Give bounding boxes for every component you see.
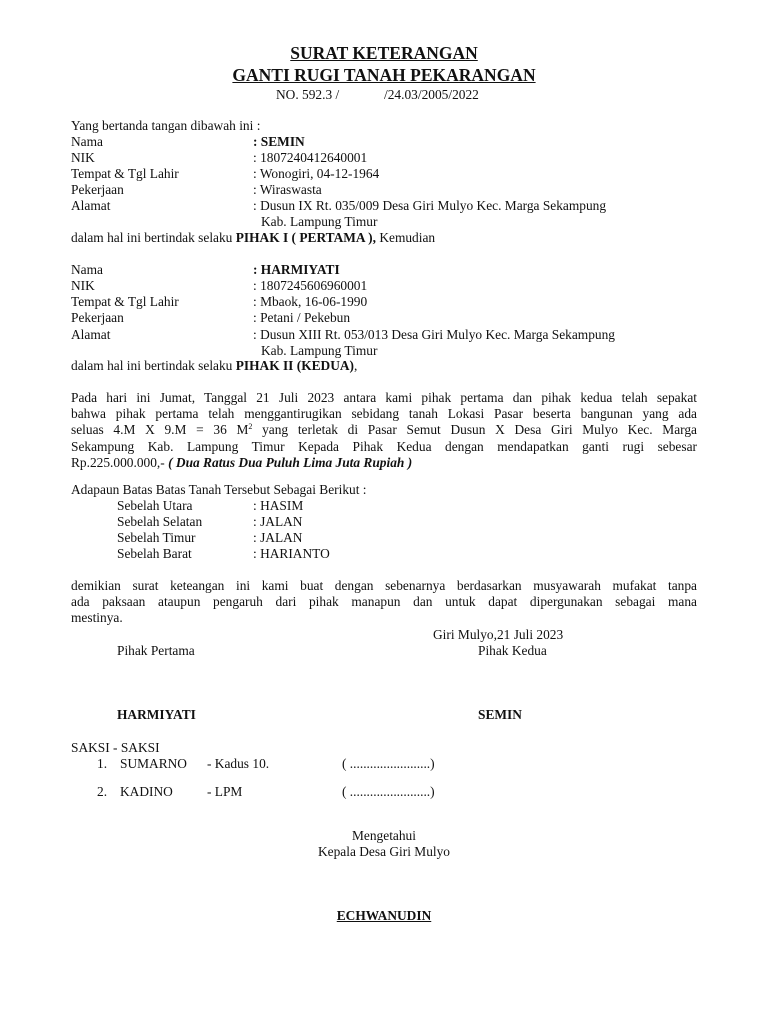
party2-role-prefix: dalam hal ini bertindak selaku [71, 358, 236, 373]
party2-label-birth: Tempat & Tgl Lahir [71, 294, 179, 309]
area-superscript: 2 [248, 422, 253, 432]
witness-2-signature-line: ( ........................) [342, 784, 435, 799]
party1-role: PIHAK I ( PERTAMA ), [235, 230, 376, 245]
party1-address-line1: : Dusun IX Rt. 035/009 Desa Giri Mulyo Kec. Marga Sekampung [253, 198, 607, 213]
party2-name: : HARMIYATI [253, 262, 340, 277]
party1-label-job: Pekerjaan [71, 182, 124, 197]
witness-1-name: SUMARNO [120, 756, 187, 771]
boundary-value-south: : JALAN [253, 514, 303, 529]
witness-1-signature-line: ( ........................) [342, 756, 435, 771]
party1-label-birth: Tempat & Tgl Lahir [71, 166, 179, 181]
party2-label-job: Pekerjaan [71, 310, 124, 325]
village-head-name: ECHWANUDIN [336, 908, 432, 923]
boundary-label-west: Sebelah Barat [117, 546, 192, 561]
agreement-line-2: bahwa pihak pertama telah menggantirugikan sebidang tanah Lokasi Pasar beserta bangunan yang ada [71, 406, 697, 422]
party1-label-name: Nama [71, 134, 103, 149]
party1-role-suffix: Kemudian [375, 230, 436, 245]
party2-label-nik: NIK [71, 278, 95, 293]
letter-number-prefix: NO. 592.3 / [276, 87, 340, 102]
party2-address-line1: : Dusun XIII Rt. 053/013 Desa Giri Mulyo Kec. Marga Sekampung [253, 327, 615, 342]
party2-role-suffix: , [354, 358, 358, 373]
letter-subtitle: GANTI RUGI TANAH PEKARANGAN [232, 65, 536, 85]
place-date: Giri Mulyo,21 Juli 2023 [433, 627, 564, 642]
letter-number-suffix: /24.03/2005/2022 [384, 87, 479, 102]
boundary-label-south: Sebelah Selatan [117, 514, 203, 529]
party2-role-line [71, 358, 357, 374]
party2-address-line2: Kab. Lampung Timur [261, 343, 378, 358]
boundary-label-north: Sebelah Utara [117, 498, 193, 513]
closing-line-3: mestinya. [71, 610, 123, 626]
party1-role-prefix: dalam hal ini bertindak selaku [71, 230, 236, 245]
party2-job: : Petani / Pekebun [253, 310, 351, 325]
compensation-words: ( Dua Ratus Dua Puluh Lima Juta Rupiah ) [168, 454, 413, 470]
intro-text: Yang bertanda tangan dibawah ini : [71, 118, 261, 133]
party1-name: : SEMIN [253, 134, 305, 149]
party2-birth: : Mbaok, 16-06-1990 [253, 294, 368, 309]
agreement-line-1: Pada hari ini Jumat, Tanggal 21 Juli 2023 antara kami pihak pertama dan pihak kedua telah sepakat [71, 390, 697, 405]
boundary-value-north: : HASIM [253, 498, 304, 513]
witness-1-number: 1. [97, 756, 108, 771]
party2-label-name: Nama [71, 262, 103, 277]
letter-title: SURAT KETERANGAN [290, 43, 478, 63]
closing-line-2: ada paksaan ataupun pengaruh dari pihak manapun dan untuk dapat dipergunakan sebagai mana [71, 594, 697, 610]
agreement-line-5 [71, 455, 697, 471]
party1-label-address: Alamat [71, 198, 111, 213]
party1-label-nik: NIK [71, 150, 95, 165]
agreement-line-3b: yang terletak di Pasar Semut Dusun X Desa Giri Mulyo Kec. Marga [252, 422, 697, 438]
boundary-label-east: Sebelah Timur [117, 530, 196, 545]
agreement-line-4: Sekampung Kab. Lampung Timur Kepada Pihak Kedua dengan mendapatkan ganti rugi sebesar [71, 438, 697, 454]
first-party-role: Pihak Pertama [117, 643, 195, 658]
village-head-title: Kepala Desa Giri Mulyo [317, 844, 450, 859]
second-party-role: Pihak Kedua [478, 643, 547, 658]
party1-address-line2: Kab. Lampung Timur [261, 214, 378, 229]
witness-1-role: - Kadus 10. [207, 756, 270, 771]
party1-birth: : Wonogiri, 04-12-1964 [253, 166, 380, 181]
boundary-value-east: : JALAN [253, 530, 303, 545]
party2-role: PIHAK II (KEDUA) [235, 358, 355, 373]
agreement-line-3a: seluas 4.M X 9.M = 36 M [71, 422, 249, 438]
witness-2-number: 2. [97, 784, 108, 799]
party1-job: : Wiraswasta [253, 182, 322, 197]
party2-label-address: Alamat [71, 327, 111, 342]
closing-line-1: demikian surat keteangan ini kami buat dengan sebenarnya berdasarkan musyawarah mufakat tanpa [71, 578, 697, 593]
agreement-paragraph [71, 390, 697, 471]
witness-2-role: - LPM [207, 784, 243, 799]
acknowledge-label: Mengetahui [352, 828, 416, 843]
boundaries-intro: Adapaun Batas Batas Tanah Tersebut Sebagai Berikut : [71, 482, 367, 497]
boundary-value-west: : HARIANTO [253, 546, 330, 561]
agreement-line-3 [71, 422, 697, 438]
first-party-signatory: HARMIYATI [117, 707, 196, 722]
closing-paragraph [71, 578, 697, 627]
second-party-signatory: SEMIN [478, 707, 522, 722]
witness-2-name: KADINO [120, 784, 173, 799]
party2-nik: : 1807245606960001 [253, 278, 368, 293]
party1-nik: : 1807240412640001 [253, 150, 368, 165]
compensation-amount: Rp.225.000.000,- [71, 454, 169, 470]
party1-role-line [71, 230, 435, 246]
witnesses-title: SAKSI - SAKSI [71, 740, 160, 755]
